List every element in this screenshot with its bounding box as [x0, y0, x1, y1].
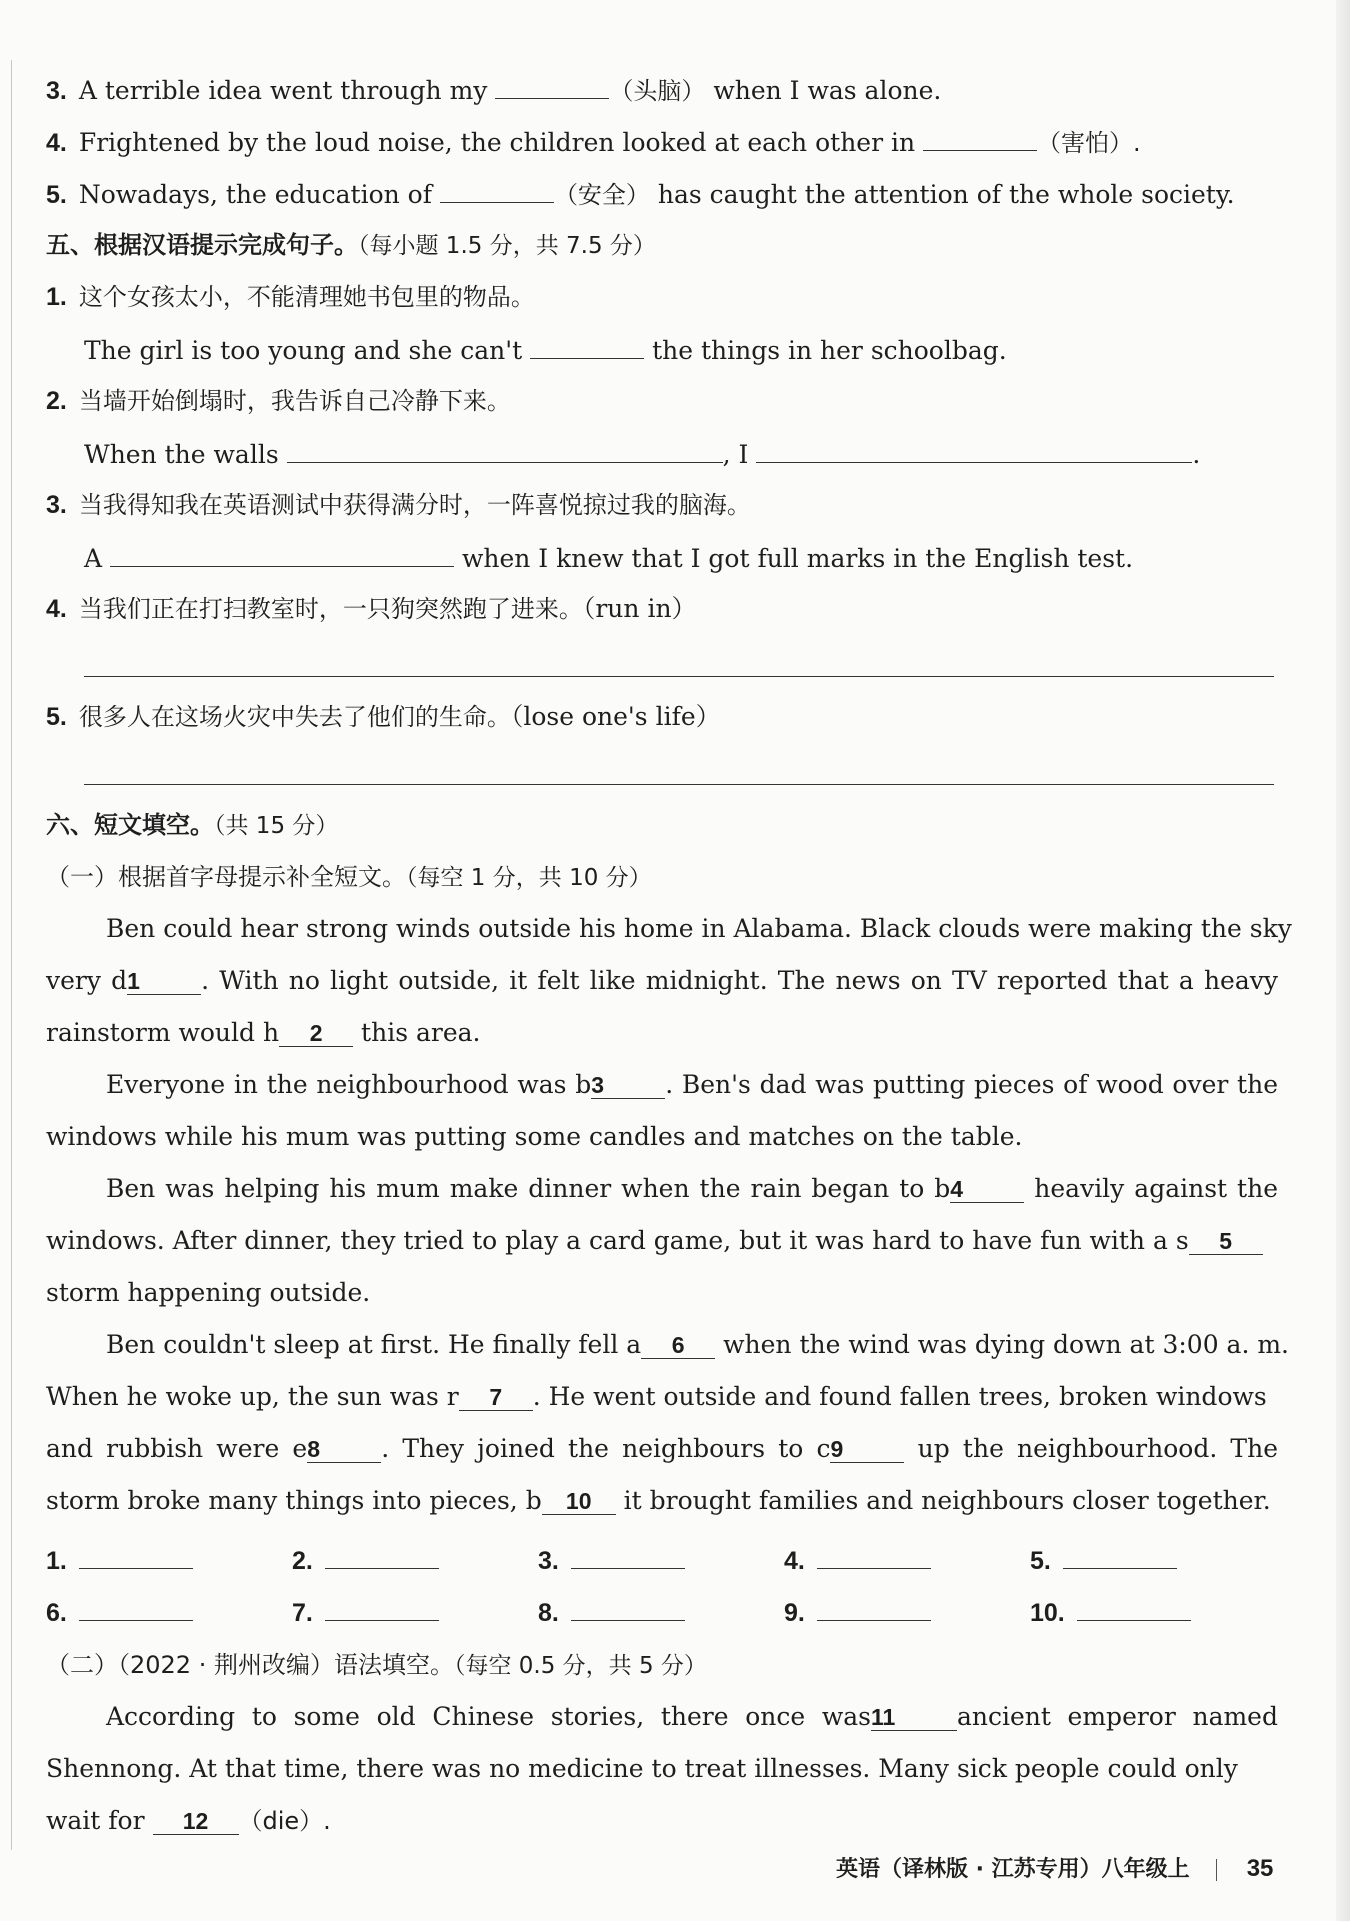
- passage-blank-10[interactable]: 10: [542, 1488, 616, 1515]
- page-number: 35: [1246, 1855, 1274, 1882]
- passage-line: windows. After dinner, they tried to play a card game, but it was hard to have fun with a s 5: [46, 1224, 1263, 1258]
- answer-cell-2: 2.: [292, 1542, 538, 1576]
- page-edge-shadow: [1336, 0, 1350, 1921]
- passage-2-line: Shennong. At that time, there was no medicine to treat illnesses. Many sick people could only: [46, 1754, 1238, 1783]
- answer-blank[interactable]: [817, 1542, 931, 1569]
- passage-blank-3[interactable]: 3: [591, 1072, 665, 1099]
- answer-cell-3: 3.: [538, 1542, 784, 1576]
- section-6-part-1-heading: （一）根据首字母提示补全短文。（每空 1 分，共 10 分）: [46, 863, 652, 891]
- answer-blank[interactable]: [79, 1594, 193, 1621]
- answer-blank[interactable]: [79, 1542, 193, 1569]
- section-6-part-2-heading: （二）（2022 · 荆州改编）语法填空。（每空 0.5 分，共 5 分）: [46, 1651, 707, 1679]
- passage-blank-4[interactable]: 4: [950, 1176, 1024, 1203]
- answer-cell-6: 6.: [46, 1594, 292, 1628]
- passage-blank-6[interactable]: 6: [641, 1332, 715, 1359]
- vocab-item-4: 4. Frightened by the loud noise, the children looked at each other in （害怕）.: [46, 124, 1141, 160]
- passage-blank-9[interactable]: 9: [830, 1436, 904, 1463]
- passage-blank-2[interactable]: 2: [279, 1020, 353, 1047]
- vocab-blank-4[interactable]: [923, 124, 1037, 151]
- passage-blank-11[interactable]: 11: [871, 1704, 957, 1731]
- answer-cell-9: 9.: [784, 1594, 1030, 1628]
- vocab-blank-5[interactable]: [440, 176, 554, 203]
- passage-line: very d1 . With no light outside, it felt like midnight. The news on TV reported that a heavy: [46, 966, 1278, 995]
- s5-item-1-cn: 1. 这个女孩太小，不能清理她书包里的物品。: [46, 283, 535, 311]
- s5-blank-3[interactable]: [110, 540, 454, 567]
- answer-blank[interactable]: [1077, 1594, 1191, 1621]
- vocab-item-3: 3. A terrible idea went through my （头脑） when I was alone.: [46, 72, 941, 108]
- footer-divider: [1216, 1859, 1217, 1881]
- passage-line: windows while his mum was putting some candles and matches on the table.: [46, 1122, 1023, 1151]
- passage-2-line: According to some old Chinese stories, there once was11 ancient emperor named: [106, 1702, 1278, 1731]
- answer-grid-row-2: [46, 1594, 1286, 1628]
- section-5-heading: 五、根据汉语提示完成句子。（每小题 1.5 分，共 7.5 分）: [46, 231, 656, 259]
- s5-item-2-en: When the walls , I .: [84, 436, 1200, 472]
- s5-item-1-en: The girl is too young and she can't the things in her schoolbag.: [84, 332, 1007, 368]
- s5-item-2-cn: 2. 当墙开始倒塌时，我告诉自己冷静下来。: [46, 387, 511, 415]
- s5-blank-2a[interactable]: [287, 436, 723, 463]
- passage-line: Everyone in the neighbourhood was b3 . Ben's dad was putting pieces of wood over the: [106, 1070, 1278, 1099]
- passage-line: Ben was helping his mum make dinner when the rain began to b4 heavily against the: [106, 1174, 1278, 1203]
- answer-blank[interactable]: [1063, 1542, 1177, 1569]
- answer-blank[interactable]: [571, 1542, 685, 1569]
- answer-cell-5: 5.: [1030, 1542, 1276, 1576]
- answer-blank[interactable]: [325, 1594, 439, 1621]
- s5-answer-line-5[interactable]: [84, 784, 1274, 785]
- answer-blank[interactable]: [571, 1594, 685, 1621]
- s5-item-5-cn: 5. 很多人在这场火灾中失去了他们的生命。（lose one's life）: [46, 702, 721, 731]
- passage-blank-12[interactable]: 12: [153, 1808, 239, 1835]
- passage-line: rainstorm would h 2 this area.: [46, 1018, 481, 1047]
- s5-blank-2b[interactable]: [756, 436, 1192, 463]
- passage-blank-5[interactable]: 5: [1189, 1228, 1263, 1255]
- s5-item-3-en: A when I knew that I got full marks in the English test.: [84, 540, 1133, 576]
- answer-cell-1: 1.: [46, 1542, 292, 1576]
- answer-cell-8: 8.: [538, 1594, 784, 1628]
- passage-line: storm happening outside.: [46, 1278, 371, 1307]
- answer-blank[interactable]: [325, 1542, 439, 1569]
- answer-cell-7: 7.: [292, 1594, 538, 1628]
- passage-2-line: wait for 12 （die）.: [46, 1806, 331, 1835]
- s5-item-4-cn: 4. 当我们正在打扫教室时，一只狗突然跑了进来。（run in）: [46, 594, 697, 623]
- answer-grid-row-1: [46, 1542, 1286, 1576]
- passage-blank-8[interactable]: 8: [307, 1436, 381, 1463]
- passage-line: Ben could hear strong winds outside his home in Alabama. Black clouds were making the sky: [106, 914, 1292, 943]
- answer-cell-4: 4.: [784, 1542, 1030, 1576]
- binding-margin-line: [11, 60, 12, 1850]
- vocab-blank-3[interactable]: [495, 72, 609, 99]
- s5-answer-line-4[interactable]: [84, 676, 1274, 677]
- section-6-heading: 六、短文填空。（共 15 分）: [46, 811, 339, 839]
- s5-item-3-cn: 3. 当我得知我在英语测试中获得满分时，一阵喜悦掠过我的脑海。: [46, 491, 751, 519]
- answer-blank[interactable]: [817, 1594, 931, 1621]
- footer-subject: 英语（译林版 · 江苏专用）八年级上: [836, 1857, 1190, 1882]
- s5-blank-1[interactable]: [530, 332, 644, 359]
- passage-blank-1[interactable]: 1: [127, 968, 201, 995]
- vocab-item-5: 5. Nowadays, the education of （安全） has caught the attention of the whole society.: [46, 176, 1235, 212]
- page-footer: [836, 1852, 1273, 1883]
- passage-line: Ben couldn't sleep at first. He finally fell a 6 when the wind was dying down at 3:00 a. m.: [106, 1330, 1289, 1359]
- passage-line: and rubbish were e8 . They joined the neighbours to c9 up the neighbourhood. The: [46, 1434, 1279, 1463]
- passage-blank-7[interactable]: 7: [459, 1384, 533, 1411]
- passage-line: When he woke up, the sun was r 7 . He went outside and found fallen trees, broken windows: [46, 1382, 1267, 1411]
- answer-cell-10: 10.: [1030, 1594, 1276, 1628]
- passage-line: storm broke many things into pieces, b 10 it brought families and neighbours closer together.: [46, 1486, 1271, 1515]
